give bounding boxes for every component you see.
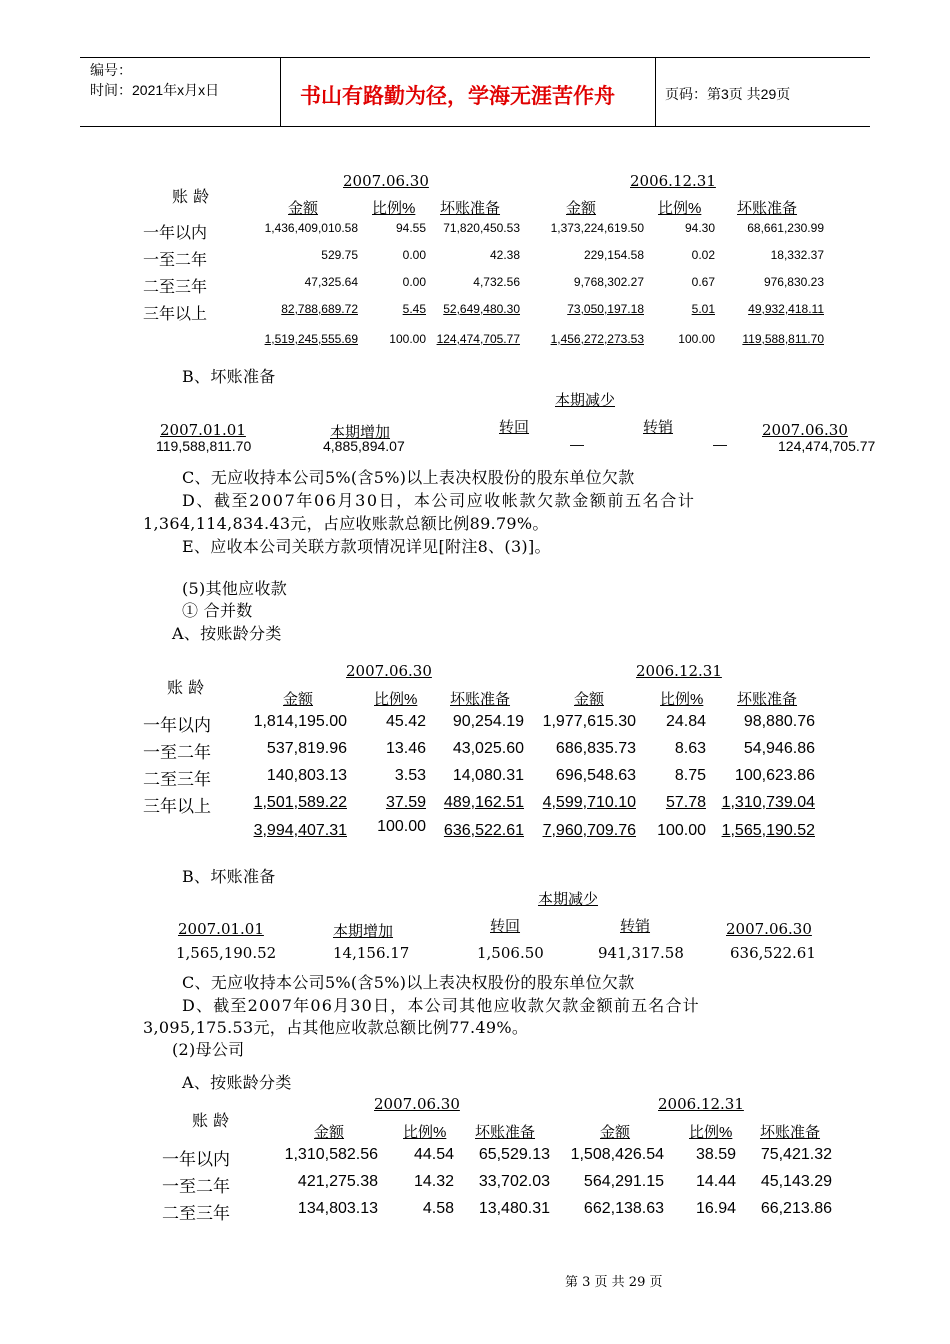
table-cell: 98,880.76: [743, 713, 815, 730]
col-header: 比例%: [403, 1124, 447, 1141]
total-cell: 3,994,407.31: [253, 822, 347, 839]
col-header: 转销: [643, 418, 674, 436]
col-header: 坏账准备: [737, 200, 798, 217]
row-label: 一至二年: [143, 250, 208, 269]
col-header: 坏账准备: [737, 691, 798, 708]
table-cell: 65,529.13: [478, 1146, 550, 1163]
time-label: 时间：2021年x月x日: [90, 82, 220, 98]
col-header: 金额: [283, 691, 314, 708]
total-cell: 1,456,272,273.53: [550, 332, 644, 346]
col-header: 坏账准备: [440, 200, 501, 217]
section-title: B、坏账准备: [182, 367, 276, 386]
table-cell: 66,213.86: [760, 1200, 832, 1217]
table-cell: 18,332.37: [770, 248, 824, 262]
col-header: 比例%: [372, 200, 416, 217]
decrease-header: 本期减少: [555, 391, 616, 409]
table-cell: 5.01: [691, 302, 715, 316]
table-cell: 47,325.64: [304, 275, 358, 289]
table-cell: 696,548.63: [555, 767, 636, 784]
table-cell: 52,649,480.30: [443, 302, 520, 316]
date-header: 2006.12.31: [630, 172, 716, 190]
paragraph-d-cont: 1,364,114,834.43元，占应收账款总额比例89.79%。: [143, 514, 549, 533]
col-header: 坏账准备: [450, 691, 511, 708]
row-label: 二至三年: [162, 1204, 230, 1224]
section-title: B、坏账准备: [182, 867, 276, 886]
row-label: 一至二年: [162, 1177, 230, 1197]
table-cell: 1,814,195.00: [253, 713, 347, 730]
total-cell: 1,519,245,555.69: [264, 332, 358, 346]
table-cell: 229,154.58: [583, 248, 644, 262]
col-header: 比例%: [660, 691, 704, 708]
total-cell: 1,565,190.52: [721, 822, 815, 839]
table-cell: 13,480.31: [478, 1200, 550, 1217]
col-header: 坏账准备: [475, 1124, 536, 1141]
date-header: 2006.12.31: [636, 662, 722, 680]
row-label: 二至三年: [143, 770, 211, 790]
table-cell: 43,025.60: [452, 740, 524, 757]
table-cell: 564,291.15: [583, 1173, 664, 1190]
table-cell: 1,373,224,619.50: [550, 221, 644, 235]
motto: 书山有路勤为径，学海无涯苦作舟: [300, 85, 615, 108]
col-header: 本期增加: [330, 423, 391, 441]
table-cell: 8.63: [674, 740, 706, 757]
col-header: 金额: [314, 1124, 345, 1141]
age-label: 账 龄: [172, 187, 210, 206]
table-cell: 529.75: [321, 248, 358, 262]
col-header: 2007.06.30: [726, 920, 812, 938]
serial-label: 编号：: [90, 62, 132, 78]
col-header: 比例%: [689, 1124, 733, 1141]
paragraph-e: E、应收本公司关联方款项情况详见[附注8、(3)]。: [182, 537, 551, 556]
table-cell: 45,143.29: [760, 1173, 832, 1190]
table-cell: 5.45: [402, 302, 426, 316]
table-cell: 45.42: [385, 713, 426, 730]
value-increase: 14,156.17: [333, 944, 410, 962]
table-cell: 54,946.86: [743, 740, 815, 757]
paragraph-c: C、无应收持本公司5%(含5%)以上表决权股份的股东单位欠款: [182, 973, 635, 992]
decrease-header: 本期减少: [538, 890, 599, 908]
paragraph-d: D、截至2007年06月30日，本公司其他应收款欠款金额前五名合计: [182, 996, 700, 1015]
total-cell: 7,960,709.76: [542, 822, 636, 839]
row-label: 一至二年: [143, 743, 211, 763]
col-header: 转回: [490, 917, 521, 935]
age-label: 账 龄: [167, 678, 205, 697]
table-cell: 489,162.51: [443, 794, 524, 811]
paragraph-c: C、无应收持本公司5%(含5%)以上表决权股份的股东单位欠款: [182, 468, 635, 487]
col-header: 2007.06.30: [762, 421, 848, 439]
col-header: 2007.01.01: [178, 920, 264, 938]
table-cell: 14.44: [695, 1173, 736, 1190]
value-reversal: —: [570, 436, 584, 452]
table-cell: 1,310,582.56: [284, 1146, 378, 1163]
table-cell: 1,508,426.54: [570, 1146, 664, 1163]
row-label: 一年以内: [143, 223, 208, 242]
row-label: 一年以内: [162, 1150, 230, 1170]
value-writeoff: 941,317.58: [598, 944, 684, 962]
value-start: 1,565,190.52: [176, 944, 277, 962]
value-writeoff: —: [713, 436, 727, 452]
section-heading: (2)母公司: [172, 1040, 245, 1059]
page-footer: 第 3 页 共 29 页: [565, 1275, 663, 1290]
table-cell: 94.30: [684, 221, 715, 235]
col-header: 金额: [574, 691, 605, 708]
table-cell: 662,138.63: [583, 1200, 664, 1217]
sub-heading: ① 合并数: [182, 601, 253, 620]
table-cell: 4.58: [422, 1200, 454, 1217]
total-cell: 119,588,811.70: [742, 332, 824, 346]
paragraph-d: D、截至2007年06月30日，本公司应收帐款欠款金额前五名合计: [182, 491, 696, 510]
row-label: 一年以内: [143, 716, 211, 736]
col-header: 金额: [566, 200, 597, 217]
sub-heading: A、按账龄分类: [182, 1073, 292, 1092]
table-cell: 537,819.96: [266, 740, 347, 757]
table-cell: 13.46: [385, 740, 426, 757]
table-cell: 82,788,689.72: [281, 302, 358, 316]
table-cell: 94.55: [395, 221, 426, 235]
table-cell: 4,732.56: [473, 275, 520, 289]
sub-heading: A、按账龄分类: [172, 624, 282, 643]
table-cell: 73,050,197.18: [567, 302, 644, 316]
table-cell: 1,977,615.30: [542, 713, 636, 730]
table-cell: 3.53: [394, 767, 426, 784]
date-header: 2007.06.30: [346, 662, 432, 680]
section-heading: (5)其他应收款: [182, 579, 288, 598]
table-cell: 0.00: [402, 275, 426, 289]
row-label: 二至三年: [143, 277, 208, 296]
date-header: 2007.06.30: [374, 1095, 460, 1113]
header-divider: [280, 58, 281, 126]
col-header: 2007.01.01: [160, 421, 246, 439]
col-header: 金额: [288, 200, 319, 217]
header-divider: [655, 58, 656, 126]
col-header: 本期增加: [333, 922, 394, 940]
total-cell: 100.00: [678, 332, 715, 346]
table-cell: 686,835.73: [555, 740, 636, 757]
table-cell: 134,803.13: [297, 1200, 378, 1217]
table-cell: 1,310,739.04: [721, 794, 815, 811]
table-cell: 16.94: [695, 1200, 736, 1217]
date-header: 2006.12.31: [658, 1095, 744, 1113]
table-cell: 42.38: [489, 248, 520, 262]
table-cell: 49,932,418.11: [748, 302, 824, 316]
table-cell: 24.84: [665, 713, 706, 730]
date-header: 2007.06.30: [343, 172, 429, 190]
table-cell: 100,623.86: [734, 767, 815, 784]
table-cell: 421,275.38: [297, 1173, 378, 1190]
table-cell: 68,661,230.99: [747, 221, 824, 235]
row-label: 三年以上: [143, 797, 211, 817]
table-cell: 0.02: [691, 248, 715, 262]
value-increase: 4,885,894.07: [323, 438, 405, 454]
table-cell: 14,080.31: [452, 767, 524, 784]
value-start: 119,588,811.70: [156, 438, 252, 454]
table-cell: 140,803.13: [266, 767, 347, 784]
col-header: 比例%: [658, 200, 702, 217]
table-cell: 71,820,450.53: [443, 221, 520, 235]
table-cell: 1,436,409,010.58: [264, 221, 358, 235]
table-cell: 37.59: [385, 794, 426, 811]
table-cell: 0.00: [402, 248, 426, 262]
col-header: 坏账准备: [760, 1124, 821, 1141]
table-cell: 44.54: [413, 1146, 454, 1163]
value-reversal: 1,506.50: [477, 944, 544, 962]
table-cell: 1,501,589.22: [253, 794, 347, 811]
col-header: 转回: [499, 418, 530, 436]
age-label: 账 龄: [192, 1111, 230, 1130]
total-cell: 100.00: [657, 822, 706, 839]
col-header: 金额: [600, 1124, 631, 1141]
value-end: 636,522.61: [730, 944, 816, 962]
table-cell: 57.78: [665, 794, 706, 811]
col-header: 转销: [620, 917, 651, 935]
total-cell: 124,474,705.77: [436, 332, 520, 346]
table-cell: 75,421.32: [760, 1146, 832, 1163]
total-cell: 636,522.61: [443, 822, 524, 839]
paragraph-d-cont: 3,095,175.53元，占其他应收款总额比例77.49%。: [143, 1018, 529, 1037]
table-cell: 976,830.23: [763, 275, 824, 289]
table-cell: 4,599,710.10: [542, 794, 636, 811]
table-cell: 33,702.03: [478, 1173, 550, 1190]
table-cell: 90,254.19: [452, 713, 524, 730]
table-cell: 8.75: [674, 767, 706, 784]
page-code: 页码：第3页 共29页: [665, 86, 791, 102]
col-header: 比例%: [374, 691, 418, 708]
table-cell: 38.59: [695, 1146, 736, 1163]
total-cell: 100.00: [377, 818, 426, 835]
table-cell: 9,768,302.27: [573, 275, 644, 289]
table-cell: 0.67: [691, 275, 715, 289]
table-cell: 14.32: [413, 1173, 454, 1190]
total-cell: 100.00: [389, 332, 426, 346]
value-end: 124,474,705.77: [778, 438, 876, 454]
row-label: 三年以上: [143, 304, 208, 323]
